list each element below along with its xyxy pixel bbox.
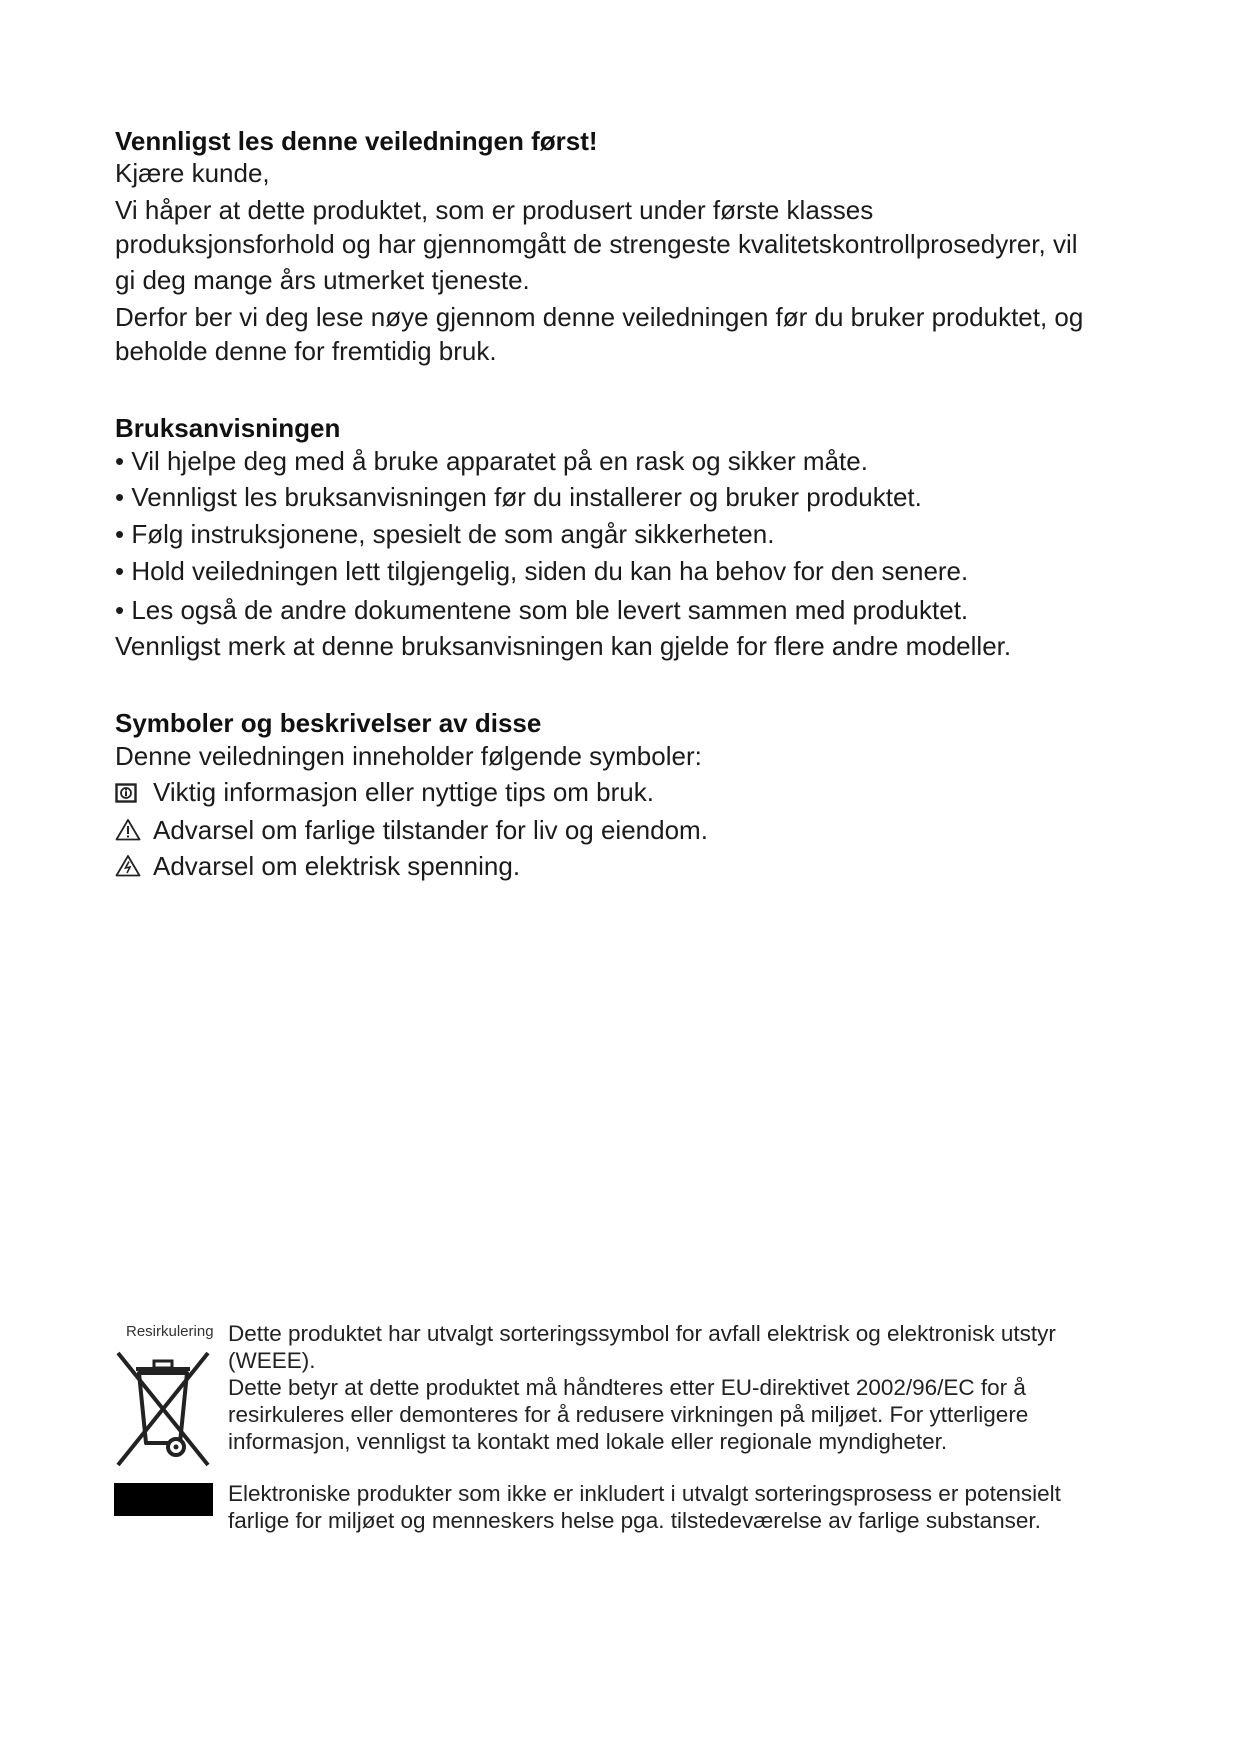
symbols-intro: Denne veiledningen inneholder følgende symboler: — [115, 741, 702, 771]
recycling-text: Elektroniske produkter som ikke er inkludert i utvalgt sorteringsprosess er potensielt — [228, 1481, 1061, 1506]
bruks-bullet: • Vil hjelpe deg med å bruke apparatet på en rask og sikker måte. — [115, 446, 868, 476]
bruks-bullet: • Følg instruksjonene, spesielt de som angår sikkerheten. — [115, 519, 775, 549]
recycling-text: Dette betyr at dette produktet må håndteres etter EU-direktivet 2002/96/EC for å — [228, 1375, 1026, 1400]
bruks-bullet: • Les også de andre dokumentene som ble levert sammen med produktet. — [115, 595, 969, 625]
info-icon — [115, 783, 141, 803]
recycling-text: Dette produktet har utvalgt sorteringssymbol for avfall elektrisk og elektronisk utstyr — [228, 1321, 1056, 1346]
intro-line: beholde denne for fremtidig bruk. — [115, 336, 497, 366]
warning-triangle-icon — [115, 854, 141, 877]
intro-line: Vi håper at dette produktet, som er produsert under første klasses — [115, 195, 874, 225]
warning-triangle-icon — [115, 818, 141, 841]
symbol-item-electric — [115, 851, 520, 881]
bruks-heading: Bruksanvisningen — [115, 413, 341, 443]
symbol-item-info — [115, 777, 654, 807]
symbol-item-text: Advarsel om elektrisk spenning. — [153, 851, 521, 881]
recycling-text: informasjon, vennligst ta kontakt med lokale eller regionale myndigheter. — [228, 1429, 948, 1454]
recycling-label: Resirkulering — [126, 1323, 214, 1340]
symbol-item-text: Advarsel om farlige tilstander for liv og eiendom. — [153, 815, 708, 845]
symbol-item-warning — [115, 815, 708, 845]
weee-black-bar — [114, 1483, 213, 1516]
recycling-text: resirkuleres eller demonteres for å redusere virkningen på miljøet. For ytterligere — [228, 1402, 1029, 1427]
intro-line: Kjære kunde, — [115, 158, 270, 188]
recycling-text: (WEEE). — [228, 1348, 316, 1373]
intro-line: produksjonsforhold og har gjennomgått de strengeste kvalitetskontrollprosedyrer, vil — [115, 229, 1078, 259]
crossed-bin-icon — [114, 1343, 212, 1471]
intro-heading: Vennligst les denne veiledningen først! — [115, 126, 598, 156]
bruks-note: Vennligst merk at denne bruksanvisningen kan gjelde for flere andre modeller. — [115, 631, 1012, 661]
recycling-text: farlige for miljøet og menneskers helse pga. tilstedeværelse av farlige substanser. — [228, 1508, 1041, 1533]
bruks-bullet: • Hold veiledningen lett tilgjengelig, siden du kan ha behov for den senere. — [115, 556, 969, 586]
symbol-item-text: Viktig informasjon eller nyttige tips om bruk. — [153, 777, 654, 807]
bruks-bullet: • Vennligst les bruksanvisningen før du installerer og bruker produktet. — [115, 482, 922, 512]
symbols-heading: Symboler og beskrivelser av disse — [115, 708, 542, 738]
intro-line: Derfor ber vi deg lese nøye gjennom denne veiledningen før du bruker produktet, og — [115, 302, 1084, 332]
intro-line: gi deg mange års utmerket tjeneste. — [115, 265, 530, 295]
